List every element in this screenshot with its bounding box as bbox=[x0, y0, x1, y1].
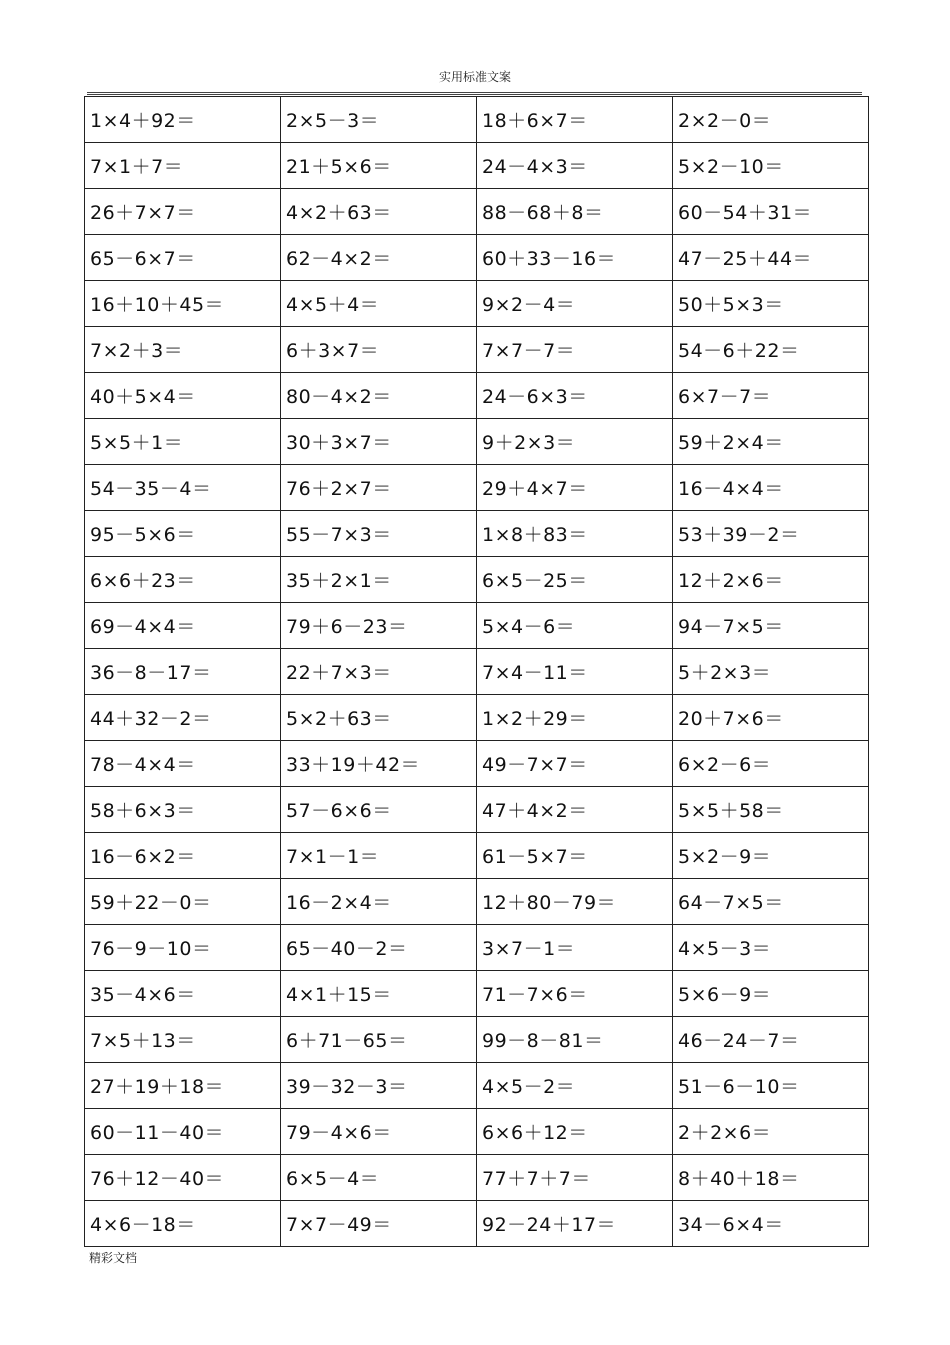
problem-cell: 16－4×4＝ bbox=[673, 465, 869, 511]
problem-cell: 5×6－9＝ bbox=[673, 971, 869, 1017]
problem-cell: 5×2＋63＝ bbox=[281, 695, 477, 741]
problem-cell: 60＋33－16＝ bbox=[477, 235, 673, 281]
problem-cell: 59＋22－0＝ bbox=[85, 879, 281, 925]
problem-cell: 6×5－4＝ bbox=[281, 1155, 477, 1201]
table-row bbox=[85, 695, 869, 741]
problem-cell: 6×6＋12＝ bbox=[477, 1109, 673, 1155]
problem-cell: 3×7－1＝ bbox=[477, 925, 673, 971]
table-row bbox=[85, 281, 869, 327]
problem-cell: 35－4×6＝ bbox=[85, 971, 281, 1017]
problem-cell: 26＋7×7＝ bbox=[85, 189, 281, 235]
problem-cell: 36－8－17＝ bbox=[85, 649, 281, 695]
problem-cell: 99－8－81＝ bbox=[477, 1017, 673, 1063]
problem-cell: 2×5－3＝ bbox=[281, 97, 477, 143]
problem-cell: 12＋80－79＝ bbox=[477, 879, 673, 925]
table-row bbox=[85, 1063, 869, 1109]
problem-cell: 1×2＋29＝ bbox=[477, 695, 673, 741]
page-header: 实用标准文案 bbox=[438, 70, 511, 84]
table-row bbox=[85, 603, 869, 649]
problem-cell: 50＋5×3＝ bbox=[673, 281, 869, 327]
table-row bbox=[85, 1017, 869, 1063]
table-row bbox=[85, 649, 869, 695]
table-row bbox=[85, 373, 869, 419]
problem-cell: 79－4×6＝ bbox=[281, 1109, 477, 1155]
table-row bbox=[85, 787, 869, 833]
problem-cell: 47－25＋44＝ bbox=[673, 235, 869, 281]
problem-cell: 2×2－0＝ bbox=[673, 97, 869, 143]
problem-cell: 46－24－7＝ bbox=[673, 1017, 869, 1063]
problem-cell: 61－5×7＝ bbox=[477, 833, 673, 879]
table-row bbox=[85, 741, 869, 787]
problem-cell: 54－6＋22＝ bbox=[673, 327, 869, 373]
problem-cell: 76＋2×7＝ bbox=[281, 465, 477, 511]
problem-cell: 49－7×7＝ bbox=[477, 741, 673, 787]
problem-cell: 30＋3×7＝ bbox=[281, 419, 477, 465]
problem-cell: 6×2－6＝ bbox=[673, 741, 869, 787]
problem-cell: 24－4×3＝ bbox=[477, 143, 673, 189]
problem-cell: 29＋4×7＝ bbox=[477, 465, 673, 511]
problem-cell: 59＋2×4＝ bbox=[673, 419, 869, 465]
problem-cell: 58＋6×3＝ bbox=[85, 787, 281, 833]
problem-cell: 16－2×4＝ bbox=[281, 879, 477, 925]
problem-cell: 69－4×4＝ bbox=[85, 603, 281, 649]
problem-cell: 39－32－3＝ bbox=[281, 1063, 477, 1109]
problem-cell: 62－4×2＝ bbox=[281, 235, 477, 281]
table-row bbox=[85, 235, 869, 281]
problem-cell: 5×2－9＝ bbox=[673, 833, 869, 879]
problem-cell: 5×5＋58＝ bbox=[673, 787, 869, 833]
table-row bbox=[85, 143, 869, 189]
problem-cell: 7×7－49＝ bbox=[281, 1201, 477, 1247]
problem-cell: 40＋5×4＝ bbox=[85, 373, 281, 419]
page-footer: 精彩文档 bbox=[89, 1251, 138, 1265]
problem-cell: 1×8＋83＝ bbox=[477, 511, 673, 557]
problem-cell: 4×5－3＝ bbox=[673, 925, 869, 971]
problem-cell: 79＋6－23＝ bbox=[281, 603, 477, 649]
table-row bbox=[85, 1109, 869, 1155]
problem-cell: 5×2－10＝ bbox=[673, 143, 869, 189]
problem-cell: 4×2＋63＝ bbox=[281, 189, 477, 235]
problem-cell: 7×7－7＝ bbox=[477, 327, 673, 373]
problem-cell: 88－68＋8＝ bbox=[477, 189, 673, 235]
problem-cell: 65－40－2＝ bbox=[281, 925, 477, 971]
problem-cell: 22＋7×3＝ bbox=[281, 649, 477, 695]
problem-cell: 5×4－6＝ bbox=[477, 603, 673, 649]
problem-cell: 76＋12－40＝ bbox=[85, 1155, 281, 1201]
problem-cell: 64－7×5＝ bbox=[673, 879, 869, 925]
problem-cell: 18＋6×7＝ bbox=[477, 97, 673, 143]
problem-cell: 71－7×6＝ bbox=[477, 971, 673, 1017]
problem-cell: 34－6×4＝ bbox=[673, 1201, 869, 1247]
problem-cell: 78－4×4＝ bbox=[85, 741, 281, 787]
problem-cell: 16＋10＋45＝ bbox=[85, 281, 281, 327]
table-row bbox=[85, 1155, 869, 1201]
problem-cell: 9＋2×3＝ bbox=[477, 419, 673, 465]
problem-cell: 53＋39－2＝ bbox=[673, 511, 869, 557]
problem-cell: 44＋32－2＝ bbox=[85, 695, 281, 741]
problem-cell: 27＋19＋18＝ bbox=[85, 1063, 281, 1109]
problem-cell: 95－5×6＝ bbox=[85, 511, 281, 557]
problem-cell: 4×5＋4＝ bbox=[281, 281, 477, 327]
problem-cell: 5×5＋1＝ bbox=[85, 419, 281, 465]
problem-cell: 60－54＋31＝ bbox=[673, 189, 869, 235]
table-row bbox=[85, 879, 869, 925]
problem-cell: 7×1＋7＝ bbox=[85, 143, 281, 189]
problem-cell: 2＋2×6＝ bbox=[673, 1109, 869, 1155]
problem-cell: 8＋40＋18＝ bbox=[673, 1155, 869, 1201]
table-row bbox=[85, 511, 869, 557]
table-row bbox=[85, 419, 869, 465]
problem-cell: 9×2－4＝ bbox=[477, 281, 673, 327]
problem-cell: 77＋7＋7＝ bbox=[477, 1155, 673, 1201]
problem-cell: 4×5－2＝ bbox=[477, 1063, 673, 1109]
header-rule-double bbox=[87, 94, 862, 95]
problem-cell: 35＋2×1＝ bbox=[281, 557, 477, 603]
problem-cell: 1×4＋92＝ bbox=[85, 97, 281, 143]
header-rule bbox=[87, 92, 862, 93]
problem-cell: 65－6×7＝ bbox=[85, 235, 281, 281]
problem-cell: 6×7－7＝ bbox=[673, 373, 869, 419]
problem-cell: 6×6＋23＝ bbox=[85, 557, 281, 603]
problem-cell: 7×1－1＝ bbox=[281, 833, 477, 879]
problem-cell: 33＋19＋42＝ bbox=[281, 741, 477, 787]
table-row bbox=[85, 97, 869, 143]
problem-cell: 80－4×2＝ bbox=[281, 373, 477, 419]
problem-cell: 54－35－4＝ bbox=[85, 465, 281, 511]
problem-cell: 7×5＋13＝ bbox=[85, 1017, 281, 1063]
problem-cell: 4×6－18＝ bbox=[85, 1201, 281, 1247]
problem-cell: 6×5－25＝ bbox=[477, 557, 673, 603]
table-row bbox=[85, 327, 869, 373]
problem-cell: 6＋3×7＝ bbox=[281, 327, 477, 373]
table-row bbox=[85, 833, 869, 879]
table-row bbox=[85, 557, 869, 603]
arithmetic-table bbox=[84, 96, 869, 1247]
table-row bbox=[85, 1201, 869, 1247]
problem-cell: 16－6×2＝ bbox=[85, 833, 281, 879]
problem-cell: 47＋4×2＝ bbox=[477, 787, 673, 833]
problem-cell: 94－7×5＝ bbox=[673, 603, 869, 649]
problem-cell: 51－6－10＝ bbox=[673, 1063, 869, 1109]
problem-cell: 57－6×6＝ bbox=[281, 787, 477, 833]
table-row bbox=[85, 971, 869, 1017]
problem-cell: 76－9－10＝ bbox=[85, 925, 281, 971]
table-body bbox=[85, 97, 869, 1247]
problem-cell: 21＋5×6＝ bbox=[281, 143, 477, 189]
problem-cell: 6＋71－65＝ bbox=[281, 1017, 477, 1063]
table-row bbox=[85, 925, 869, 971]
problem-cell: 55－7×3＝ bbox=[281, 511, 477, 557]
problem-cell: 60－11－40＝ bbox=[85, 1109, 281, 1155]
problem-cell: 24－6×3＝ bbox=[477, 373, 673, 419]
problem-cell: 92－24＋17＝ bbox=[477, 1201, 673, 1247]
problem-cell: 7×4－11＝ bbox=[477, 649, 673, 695]
table-row bbox=[85, 465, 869, 511]
problem-cell: 5＋2×3＝ bbox=[673, 649, 869, 695]
problem-cell: 7×2＋3＝ bbox=[85, 327, 281, 373]
problem-cell: 12＋2×6＝ bbox=[673, 557, 869, 603]
table-row bbox=[85, 189, 869, 235]
problem-cell: 20＋7×6＝ bbox=[673, 695, 869, 741]
problem-cell: 4×1＋15＝ bbox=[281, 971, 477, 1017]
